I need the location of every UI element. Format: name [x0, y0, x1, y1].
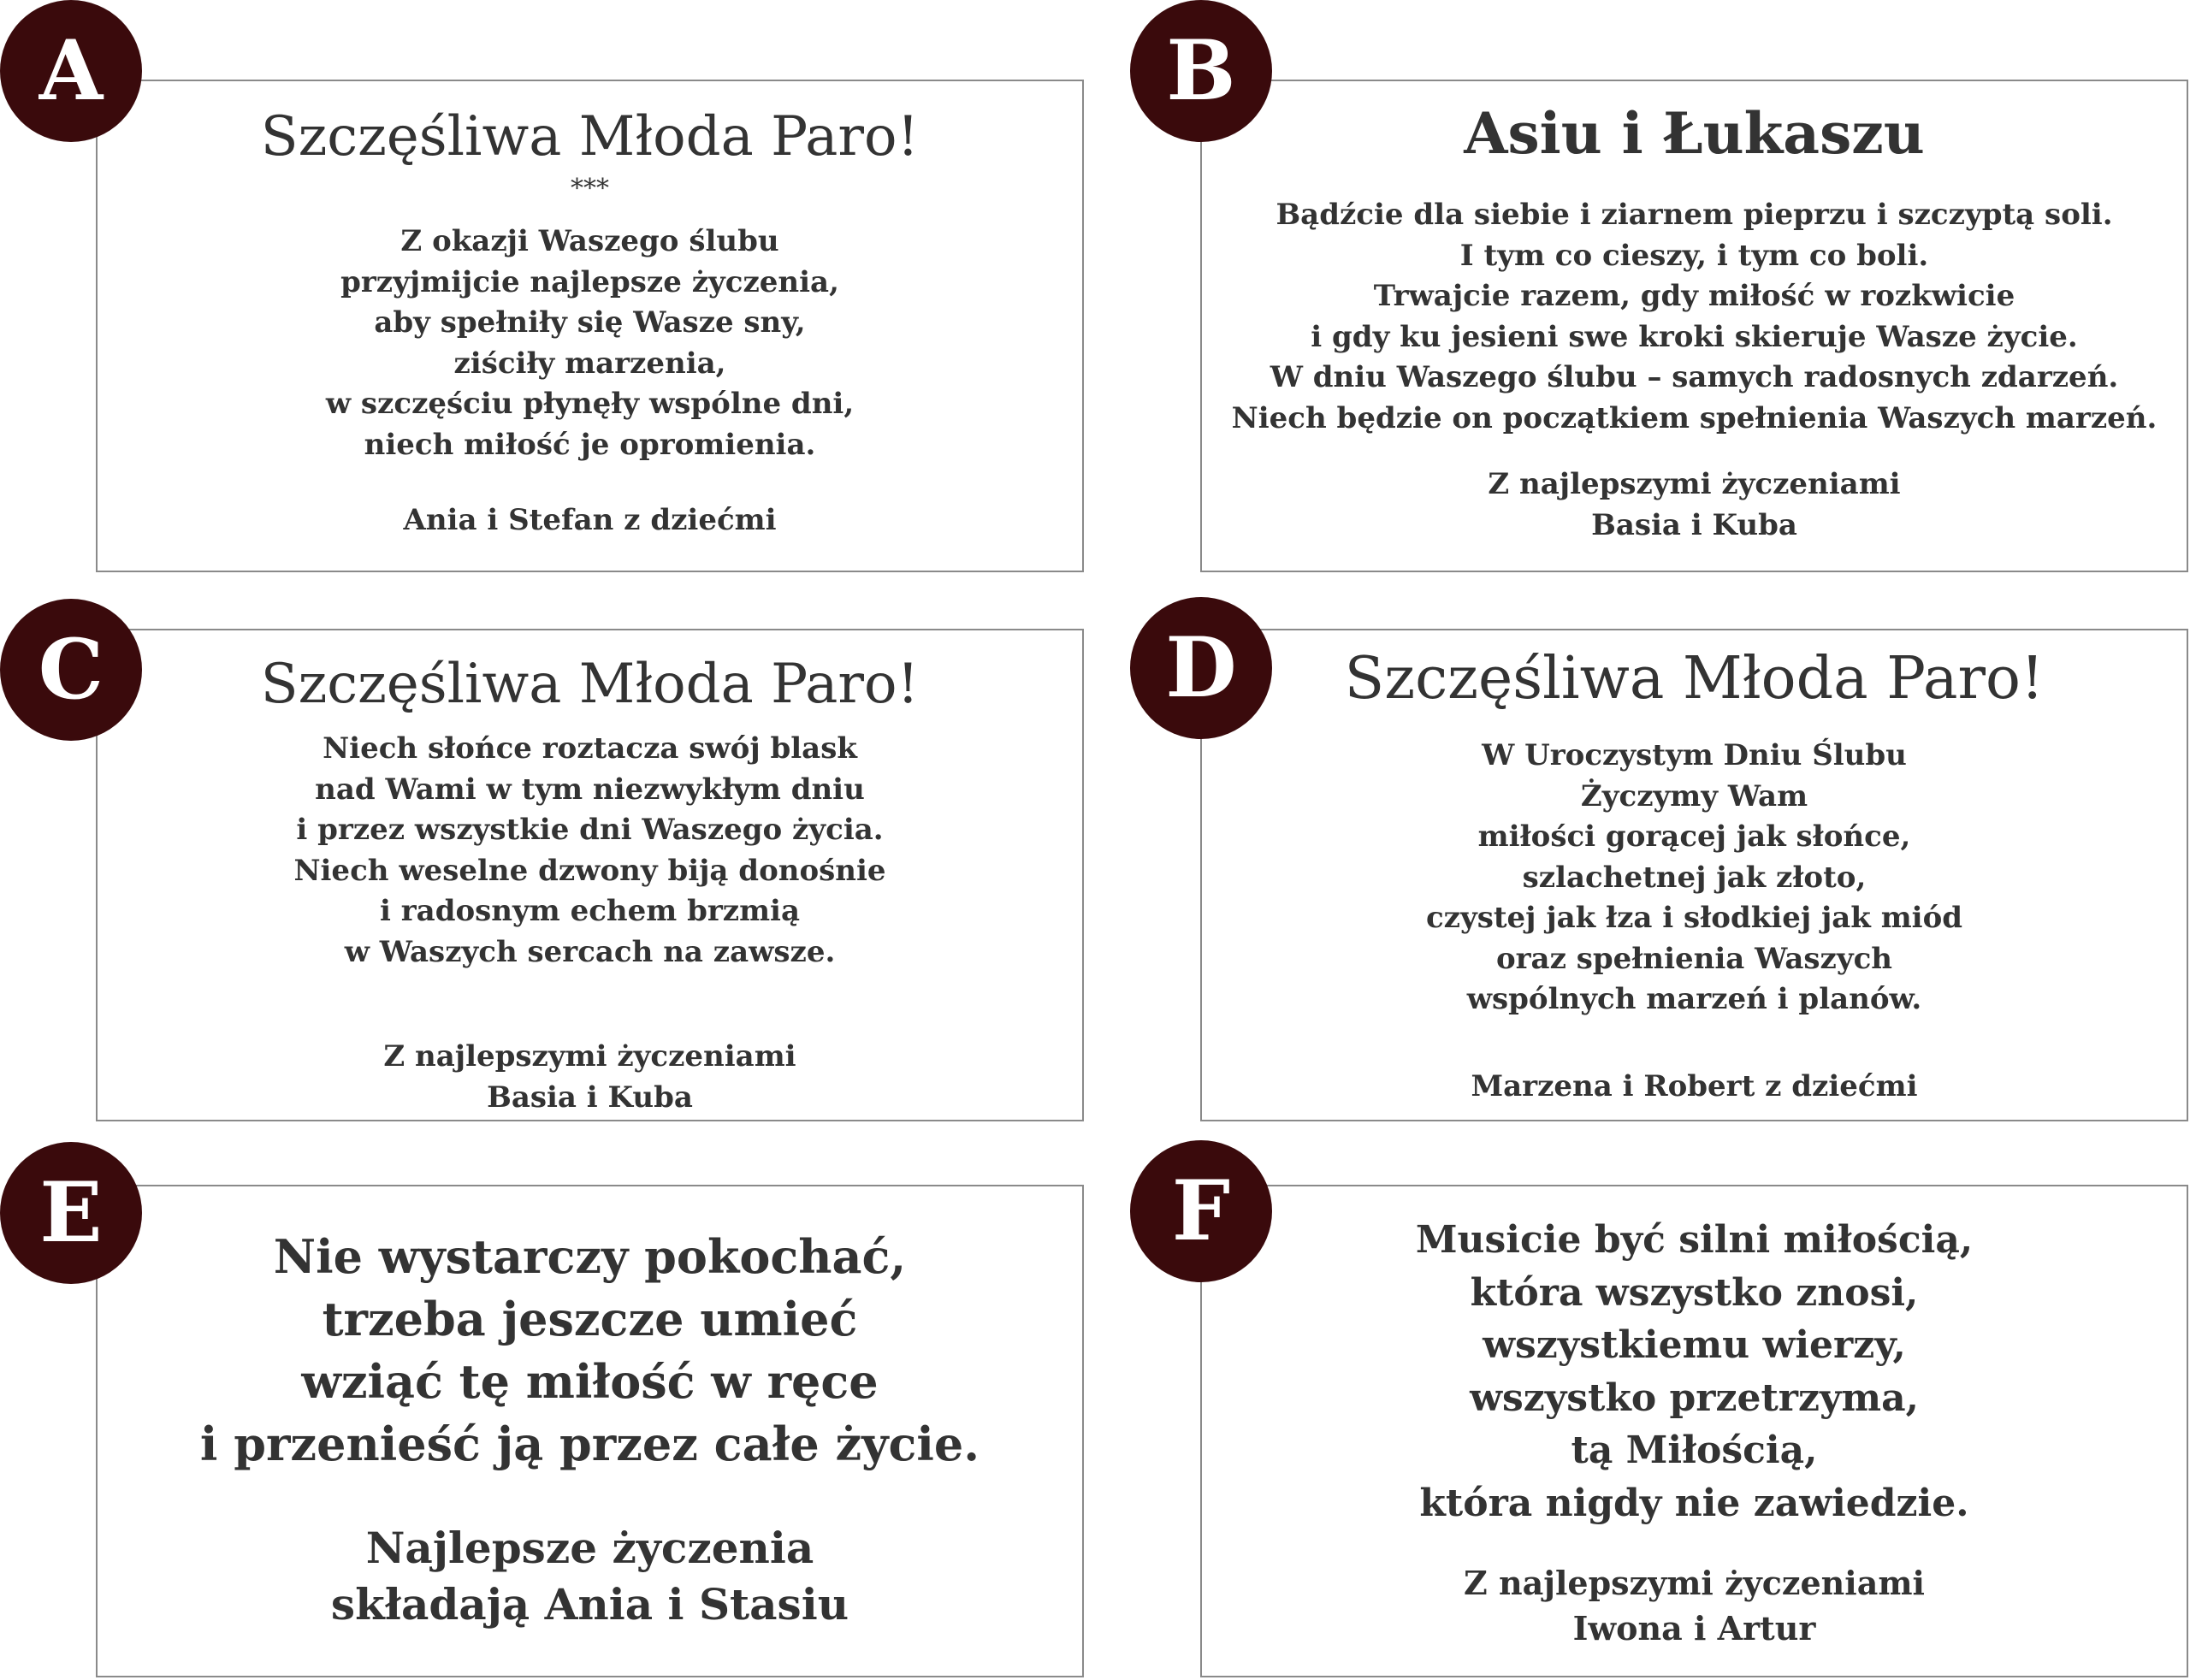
- verse-line: Niech słońce roztacza swój blask: [323, 731, 857, 766]
- badge-a: A: [0, 0, 142, 142]
- verse-line: Niech weselne dzwony biją donośnie: [293, 853, 886, 888]
- verse-line: trzeba jeszcze umieć: [322, 1292, 858, 1346]
- verse-line: i radosnym echem brzmią: [380, 894, 800, 928]
- verse-line: i przez wszystkie dni Waszego życia.: [296, 813, 884, 847]
- card-f-signature: [1202, 1560, 2187, 1651]
- verse-line: Niech będzie on początkiem spełnienia Waszych marzeń.: [1231, 400, 2157, 435]
- verse-line: nad Wami w tym niezwykłym dniu: [315, 772, 865, 807]
- verse-line: i gdy ku jesieni swe kroki skieruje Wasze życie.: [1311, 319, 2078, 354]
- signature-line: Ania i Stefan z dziećmi: [403, 503, 777, 537]
- card-a-signature: [98, 500, 1082, 541]
- card-c-signature: [98, 1037, 1082, 1118]
- badge-f: F: [1130, 1140, 1272, 1282]
- verse-line: aby spełniły się Wasze sny,: [374, 305, 806, 340]
- card-b-signature: [1202, 464, 2187, 546]
- signature-line: Z najlepszymi życzeniami: [1464, 1564, 1925, 1602]
- signature-line: Basia i Kuba: [1591, 507, 1797, 542]
- verse-line: Trwajcie razem, gdy miłość w rozkwicie: [1373, 279, 2015, 313]
- signature-line: składają Ania i Stasiu: [330, 1579, 849, 1630]
- signature-line: Iwona i Artur: [1572, 1609, 1816, 1647]
- verse-line: miłości gorącej jak słońce,: [1477, 819, 1911, 854]
- signature-line: Z najlepszymi życzeniami: [383, 1039, 796, 1074]
- badge-b: B: [1130, 0, 1272, 142]
- card-b-title: Asiu i Łukaszu: [1464, 100, 1925, 167]
- card-d-signature: [1202, 1067, 2187, 1108]
- verse-line: oraz spełnienia Waszych: [1495, 941, 1893, 976]
- verse-line: Musicie być silni miłością,: [1415, 1218, 1974, 1262]
- badge-d: D: [1130, 597, 1272, 739]
- signature-line: Najlepsze życzenia: [365, 1523, 814, 1573]
- signature-line: Z najlepszymi życzeniami: [1488, 467, 1901, 501]
- verse-line: Bądźcie dla siebie i ziarnem pieprzu i szczyptą soli.: [1276, 198, 2113, 232]
- card-a[interactable]: [96, 80, 1084, 572]
- card-f-verse: [1202, 1214, 2187, 1529]
- verse-line: która nigdy nie zawiedzie.: [1419, 1481, 1969, 1525]
- verse-line: Nie wystarczy pokochać,: [273, 1229, 907, 1284]
- card-f[interactable]: [1200, 1185, 2188, 1677]
- verse-line: W dniu Waszego ślubu – samych radosnych zdarzeń.: [1270, 360, 2119, 394]
- verse-line: w Waszych sercach na zawsze.: [344, 934, 836, 969]
- card-d-verse: [1202, 736, 2187, 1020]
- verse-line: przyjmijcie najlepsze życzenia,: [340, 264, 839, 299]
- card-c-title: Szczęśliwa Młoda Paro!: [260, 653, 920, 716]
- card-b[interactable]: [1200, 80, 2188, 572]
- verse-line: wziąć tę miłość w ręce: [301, 1354, 879, 1409]
- card-a-title: Szczęśliwa Młoda Paro!: [260, 105, 920, 169]
- card-c-verse: [98, 729, 1082, 973]
- verse-line: czystej jak łza i słodkiej jak miód: [1425, 901, 1963, 935]
- card-e-signature: [98, 1520, 1082, 1633]
- card-d[interactable]: [1200, 629, 2188, 1121]
- badge-c: C: [0, 599, 142, 741]
- badge-e: E: [0, 1142, 142, 1284]
- verse-line: szlachetnej jak złoto,: [1522, 860, 1867, 895]
- verse-line: wszystkiemu wierzy,: [1483, 1323, 1906, 1367]
- signature-line: Basia i Kuba: [487, 1080, 693, 1115]
- verse-line: Życzymy Wam: [1580, 778, 1808, 813]
- card-c[interactable]: [96, 629, 1084, 1121]
- card-e-verse: [98, 1226, 1082, 1476]
- verse-line: która wszystko znosi,: [1470, 1270, 1919, 1315]
- card-b-verse: [1202, 195, 2187, 439]
- card-d-title: Szczęśliwa Młoda Paro!: [1344, 645, 2045, 713]
- card-a-verse: [98, 222, 1082, 465]
- verse-line: W Uroczystym Dniu Ślubu: [1482, 738, 1907, 772]
- verse-line: wszystko przetrzyma,: [1470, 1375, 1919, 1420]
- verse-line: wspólnych marzeń i planów.: [1466, 982, 1922, 1016]
- verse-line: niech miłość je opromienia.: [364, 427, 816, 462]
- verse-line: w szczęściu płynęły wspólne dni,: [325, 387, 855, 421]
- verse-line: I tym co cieszy, i tym co boli.: [1459, 238, 1929, 273]
- verse-line: i przenieść ją przez całe życie.: [199, 1417, 980, 1471]
- verse-line: ziściły marzenia,: [453, 346, 726, 381]
- signature-line: Marzena i Robert z dziećmi: [1471, 1069, 1918, 1103]
- verse-line: Z okazji Waszego ślubu: [400, 224, 779, 258]
- card-a-separator: ***: [571, 174, 609, 204]
- verse-line: tą Miłością,: [1571, 1429, 1818, 1472]
- card-e[interactable]: [96, 1185, 1084, 1677]
